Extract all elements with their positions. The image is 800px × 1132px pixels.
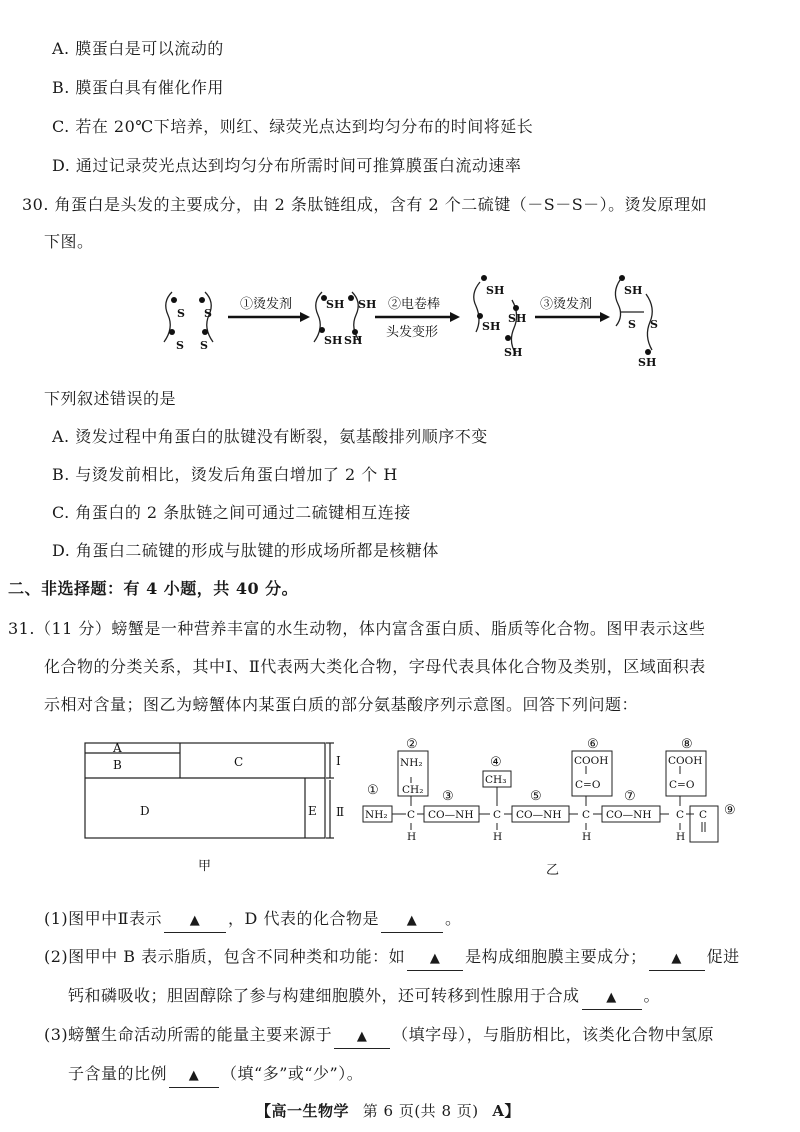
q29-option-a: A. 膜蛋白是可以流动的	[52, 39, 224, 58]
q31-sub3-line2	[68, 1063, 363, 1088]
triangle-icon: ▲	[429, 951, 441, 966]
fig-yi-c1: C	[407, 809, 416, 821]
sh-label: SH	[358, 298, 377, 311]
fig-jia-label-e: E	[308, 804, 317, 818]
s-label: S	[200, 339, 208, 352]
triangle-icon: ▲	[188, 1068, 200, 1083]
sh-label: SH	[486, 284, 505, 297]
q31-sub1-text-c: 。	[444, 909, 462, 928]
q30-option-c: C. 角蛋白的 2 条肽链之间可通过二硫键相互连接	[52, 503, 411, 522]
triangle-icon: ▲	[671, 951, 682, 966]
fig-yi-h1: H	[407, 831, 417, 843]
s-label: S	[628, 318, 636, 331]
fig-jia-label-ii: Ⅱ	[336, 805, 345, 819]
q30-stem-line1: 30. 角蛋白是头发的主要成分，由 2 条肽链组成，含有 2 个二硫键（－S－S－）。烫发原理如	[22, 195, 708, 214]
arrow2-bottom-label: 头发变形	[386, 325, 439, 340]
arrow3-label: ③烫发剂	[540, 297, 593, 312]
triangle-icon: ▲	[606, 990, 617, 1005]
fig-yi-conh3: CO—NH	[606, 809, 652, 821]
q31-sub3-text-b: （填字母），与脂肪相比，该类化合物中氢原	[392, 1025, 715, 1044]
q31-sub2-text-d: 钙和磷吸收；胆固醇除了参与构建细胞膜外，还可转移到性腺用于合成	[68, 986, 580, 1005]
fig-yi-c2: C	[493, 809, 502, 821]
fig-yi-num-1: ①	[367, 783, 379, 798]
q29-option-b: B. 膜蛋白具有催化作用	[52, 78, 224, 97]
q31-stem-line1: 31.（11 分）螃蟹是一种营养丰富的水生动物，体内富含蛋白质、脂质等化合物。图甲表示这些	[8, 619, 706, 638]
q31-sub2-line2	[68, 985, 660, 1010]
q30-prompt: 下列叙述错误的是	[44, 389, 177, 408]
q31-stem-line2: 化合物的分类关系，其中Ⅰ、Ⅱ代表两大类化合物，字母代表具体化合物及类别，区域面积表	[44, 657, 706, 676]
fig-yi-num-5: ⑤	[530, 789, 542, 804]
fig-jia-label-b: B	[113, 758, 122, 772]
fig-yi-num-2: ②	[406, 738, 418, 752]
answer-blank[interactable]	[649, 946, 705, 971]
fig-yi-h4: H	[676, 831, 686, 843]
q31-sub1	[44, 908, 461, 933]
answer-blank[interactable]	[169, 1063, 219, 1088]
s-label: S	[177, 307, 185, 320]
q31-sub2-text-e: 。	[643, 986, 661, 1005]
fig-yi-c3: C	[582, 809, 591, 821]
sh-label: SH	[504, 346, 523, 359]
q29-option-c: C. 若在 20℃下培养，则红、绿荧光点达到均匀分布的时间将延长	[52, 117, 534, 136]
q31-sub3-line1	[44, 1024, 714, 1049]
fig-jia-label-i: Ⅰ	[336, 754, 341, 768]
fig-yi-num-3: ③	[442, 789, 454, 804]
section-heading: 二、非选择题：有 4 小题，共 40 分。	[8, 579, 299, 598]
q31-sub3-text-c: 子含量的比例	[68, 1064, 168, 1083]
s-label: S	[176, 339, 184, 352]
q31-sub2-text-a: (2)图甲中 B 表示脂质，包含不同种类和功能：如	[44, 947, 406, 966]
fig-yi-conh1: CO—NH	[428, 809, 474, 821]
answer-blank[interactable]	[164, 908, 226, 933]
sh-label: SH	[638, 356, 657, 369]
fig-yi-num-4: ④	[490, 755, 502, 770]
sh-label: SH	[344, 334, 363, 347]
fig-jia-label-a: A	[113, 741, 122, 755]
page-footer	[256, 1100, 520, 1122]
fig-yi-h2: H	[493, 831, 503, 843]
fig-yi-cooh1: COOH	[574, 755, 609, 767]
fig-yi-ch2: CH₂	[402, 784, 424, 796]
triangle-icon: ▲	[406, 913, 418, 928]
q30-stem-line2: 下图。	[44, 232, 94, 251]
fig-jia-caption: 甲	[198, 859, 212, 874]
q31-sub2-text-c: 促进	[706, 947, 740, 966]
q30-option-b: B. 与烫发前相比，烫发后角蛋白增加了 2 个 H	[52, 465, 398, 484]
sh-label: SH	[482, 320, 501, 333]
s-label: S	[204, 307, 212, 320]
fig-yi-num-7: ⑦	[624, 789, 636, 804]
answer-blank[interactable]	[407, 946, 463, 971]
q29-option-d: D. 通过记录荧光点达到均匀分布所需时间可推算膜蛋白流动速率	[52, 156, 522, 175]
fig-yi-ceo1: C=O	[575, 779, 601, 791]
fig-yi-caption: 乙	[546, 863, 560, 878]
fig-yi-ceo2: C=O	[669, 779, 695, 791]
footer-version: A】	[492, 1102, 520, 1120]
q30-option-a: A. 烫发过程中角蛋白的肽键没有断裂，氨基酸排列顺序不变	[52, 427, 488, 446]
footer-course: 【高一生物学	[256, 1102, 350, 1120]
triangle-icon: ▲	[189, 913, 201, 928]
q31-sub3-text-d: （填“多”或“少”）。	[221, 1064, 364, 1083]
footer-page: 第 6 页(共 8 页)	[362, 1102, 479, 1120]
fig-yi-h3: H	[582, 831, 592, 843]
q31-sub2-text-b: 是构成细胞膜主要成分；	[465, 947, 647, 966]
sh-label: SH	[324, 334, 343, 347]
arrow1-label: ①烫发剂	[240, 297, 293, 312]
sh-label: SH	[326, 298, 345, 311]
figure-yi	[362, 738, 762, 883]
arrow2-top-label: ②电卷棒	[388, 297, 441, 312]
figure-jia	[80, 738, 370, 878]
fig-yi-nh2-side: NH₂	[400, 757, 423, 769]
fig-yi-ch3: CH₃	[485, 774, 507, 786]
q31-sub3-text-a: (3)螃蟹生命活动所需的能量主要来源于	[44, 1025, 333, 1044]
fig-yi-c5: C	[699, 809, 708, 821]
q31-stem-line3: 示相对含量；图乙为螃蟹体内某蛋白质的部分氨基酸序列示意图。回答下列问题：	[44, 695, 639, 714]
fig-yi-cooh2: COOH	[668, 755, 703, 767]
fig-jia-label-c: C	[234, 755, 244, 769]
triangle-icon: ▲	[356, 1029, 368, 1044]
answer-blank[interactable]	[381, 908, 443, 933]
q30-option-d: D. 角蛋白二硫键的形成与肽键的形成场所都是核糖体	[52, 541, 439, 560]
fig-yi-nh2: NH₂	[365, 809, 388, 821]
fig-yi-c4: C	[676, 809, 685, 821]
fig-jia-label-d: D	[140, 804, 150, 818]
q31-sub1-text-b: ，D 代表的化合物是	[228, 909, 379, 928]
s-label: S	[650, 318, 658, 331]
fig-yi-conh2: CO—NH	[516, 809, 562, 821]
answer-blank[interactable]	[582, 985, 642, 1010]
fig-yi-num-8: ⑧	[681, 738, 693, 752]
fig-yi-num-9: ⑨	[724, 803, 736, 818]
fig-yi-num-6: ⑥	[587, 738, 599, 752]
sh-label: SH	[624, 284, 643, 297]
sh-label: SH	[508, 312, 527, 325]
perm-diagram	[150, 270, 670, 370]
q31-sub1-text-a: (1)图甲中Ⅱ表示	[44, 909, 163, 928]
q31-sub2-line1	[44, 946, 740, 971]
answer-blank[interactable]	[334, 1024, 390, 1049]
